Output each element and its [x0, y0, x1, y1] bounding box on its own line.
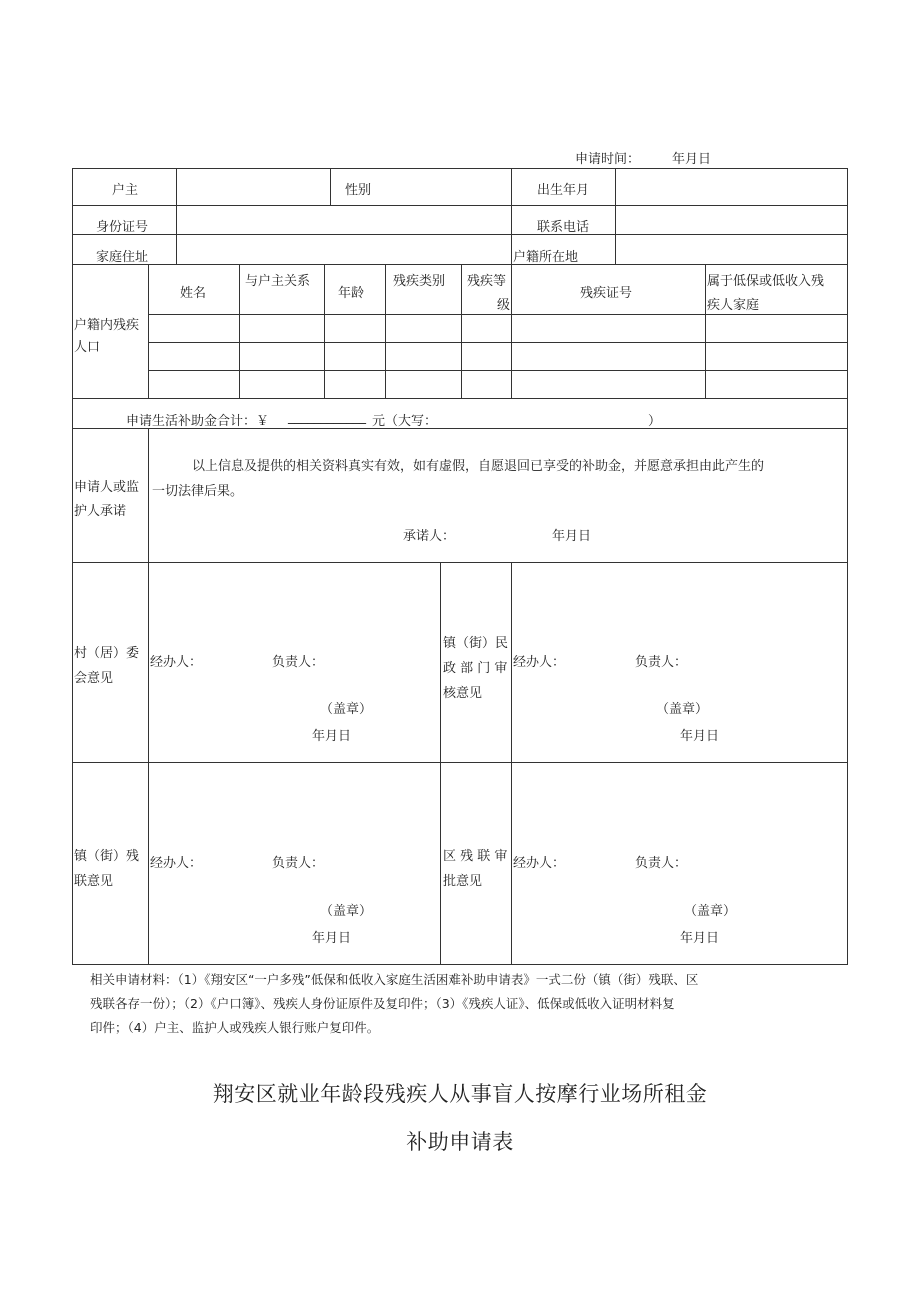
district-opinion-label: 区 残 联 审: [443, 849, 508, 864]
subsidy-total-label: 申请生活补助金合计：￥: [126, 414, 270, 429]
materials-note-line2: 残联各存一份）；（2）《户口簿》、残疾人身份证原件及复印件；（3）《残疾人证》、低保或低收入证明材料复: [90, 996, 675, 1011]
town-handler-label: 经办人：: [150, 856, 203, 871]
disabled-side-label-2: 人口: [74, 340, 101, 355]
civil-opinion-label: 镇（街）民: [443, 636, 509, 651]
town-stamp-label: （盖章）: [320, 904, 373, 919]
materials-note: [90, 968, 860, 1040]
district-opinion-label-2: 批意见: [443, 874, 483, 889]
town-opinion-label: 镇（街）残: [74, 849, 140, 864]
owner-label: 户主: [112, 183, 139, 198]
form-title-line2: 补助申请表: [406, 1130, 514, 1154]
civil-date-label: 年月日: [680, 729, 720, 744]
col-low-income-2: 疾人家庭: [707, 298, 760, 313]
subsidy-yuan-label: 元（大写：: [372, 414, 438, 429]
gender-label: 性别: [345, 183, 372, 198]
district-leader-label: 负责人：: [635, 856, 688, 871]
pledge-text-line2: 一切法律后果。: [152, 484, 244, 499]
disabled-side-label: 户籍内残疾: [74, 318, 140, 333]
village-date-label: 年月日: [312, 729, 352, 744]
col-relation: 与户主关系: [245, 274, 311, 289]
hukou-label: 户籍所在地: [513, 250, 579, 265]
col-disability-level-2: 级: [497, 298, 511, 313]
apply-time-label: 申请时间：: [575, 152, 641, 167]
district-handler-label: 经办人：: [513, 856, 566, 871]
district-stamp-label: （盖章）: [684, 904, 737, 919]
subsidy-close-paren: ）: [648, 414, 662, 429]
col-age: 年龄: [338, 286, 365, 301]
pledge-signer-label: 承诺人：: [403, 529, 456, 544]
birth-label: 出生年月: [537, 183, 590, 198]
pledge-text-line1: 以上信息及提供的相关资料真实有效，如有虚假，自愿退回已享受的补助金，并愿意承担由此产生的: [192, 459, 765, 474]
village-opinion-label-2: 会意见: [74, 671, 114, 686]
col-certificate-no: 残疾证号: [580, 286, 633, 301]
col-disability-level: 残疾等: [467, 274, 507, 289]
pledge-date-label: 年月日: [552, 529, 592, 544]
materials-note-line1: 相关申请材料：（1）《翔安区“一户多残”低保和低收入家庭生活困难补助申请表》一式二份（镇（街）残联、区: [90, 972, 699, 987]
village-handler-label: 经办人：: [150, 655, 203, 670]
form-title: 翔安区就业年龄段残疾人从事盲人按摩行业场所租金: [212, 1082, 708, 1106]
civil-handler-label: 经办人：: [513, 655, 566, 670]
subsidy-blank: ____________: [288, 410, 366, 425]
materials-note-line3: 印件；（4）户主、监护人或残疾人银行账户复印件。: [90, 1020, 380, 1035]
pledge-side-label-2: 护人承诺: [74, 504, 127, 519]
civil-opinion-label-2: 政 部 门 审: [443, 661, 508, 676]
town-leader-label: 负责人：: [272, 856, 325, 871]
village-stamp-label: （盖章）: [320, 702, 373, 717]
civil-opinion-label-3: 核意见: [443, 686, 483, 701]
civil-stamp-label: （盖章）: [656, 702, 709, 717]
district-date-label: 年月日: [680, 931, 720, 946]
town-opinion-label-2: 联意见: [74, 874, 114, 889]
phone-label: 联系电话: [537, 220, 590, 235]
village-opinion-label: 村（居）委: [74, 646, 140, 661]
pledge-side-label: 申请人或监: [74, 480, 140, 495]
village-leader-label: 负责人：: [272, 655, 325, 670]
address-label: 家庭住址: [96, 250, 149, 265]
col-disability-type: 残疾类别: [393, 274, 446, 289]
civil-leader-label: 负责人：: [635, 655, 688, 670]
town-date-label: 年月日: [312, 931, 352, 946]
id-number-label: 身份证号: [96, 220, 149, 235]
apply-date-label: 年月日: [672, 152, 712, 167]
col-low-income: 属于低保或低收入残: [707, 274, 825, 289]
col-name: 姓名: [180, 286, 207, 301]
